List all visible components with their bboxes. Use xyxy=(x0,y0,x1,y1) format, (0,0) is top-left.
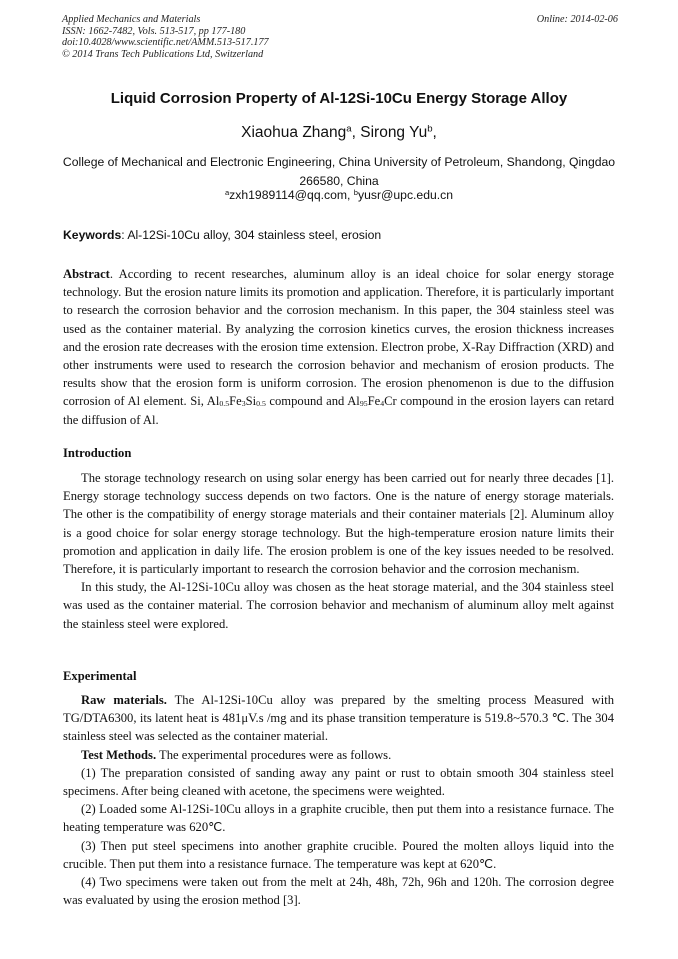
abstract-text: compound and Al xyxy=(265,394,360,409)
procedure-step: (4) Two specimens were taken out from the melt at 24h, 48h, 72h, 96h and 120h. The corrosion degree was evaluated by using the erosion method [3]. xyxy=(63,875,614,908)
keywords xyxy=(63,228,623,242)
keywords-label: Keywords xyxy=(63,228,122,242)
issn-line: ISSN: 1662-7482, Vols. 513-517, pp 177-180 xyxy=(62,25,246,37)
subscript: 0.5 xyxy=(219,399,230,409)
email-address: zxh1989114@qq.com, xyxy=(229,188,354,202)
introduction-heading: Introduction xyxy=(63,446,132,460)
procedure-step: (2) Loaded some Al-12Si-10Cu alloys in a graphite crucible, then put them into a resistance furnace. The heating temperature was 620℃. xyxy=(63,802,614,835)
copyright-line: © 2014 Trans Tech Publications Ltd, Switzerland xyxy=(62,48,264,60)
experimental-section xyxy=(63,691,614,909)
author-separator: , xyxy=(351,124,361,141)
paper-title: Liquid Corrosion Property of Al-12Si-10Cu Energy Storage Alloy xyxy=(110,90,568,107)
subscript: 95 xyxy=(359,399,368,409)
procedure-step: (3) Then put steel specimens into another graphite crucible. Poured the molten alloys liquid into the crucible. Then put them into a resistance furnace. The temperature was kept at 620℃. xyxy=(63,838,614,871)
introduction-section xyxy=(63,469,614,633)
test-methods-text: The experimental procedures were as follows. xyxy=(156,747,392,762)
subscript: 3 xyxy=(241,399,246,409)
test-methods-label: Test Methods. xyxy=(81,747,157,762)
abstract-text: Fe xyxy=(229,394,242,409)
doi-line: doi:10.4028/www.scientific.net/AMM.513-517.177 xyxy=(62,37,269,48)
email-line xyxy=(0,188,678,202)
author-list xyxy=(0,124,678,142)
introduction-paragraph: The storage technology research on using solar energy has been carried out for nearly three decades [1]. Energy storage technology success depends on two factors. One is the nature of energy storage materials. The other is the compatibility of energy storage materials and their container materials [2]. Aluminum alloy is a good choice for solar energy storage technology. But the high-temperature erosion nature limits their promotion and application in daily life. The erosion problem is one of the key issues needed to be resolved. Therefore, it is particularly important to research the corrosion behavior and the corrosion mechanism. xyxy=(63,471,614,577)
raw-materials-label: Raw materials. xyxy=(81,693,167,707)
abstract-text: Fe xyxy=(367,394,381,409)
journal-header xyxy=(62,14,618,60)
online-date: Online: 2014-02-06 xyxy=(536,14,618,25)
raw-materials-paragraph xyxy=(63,691,614,746)
email-address: yusr@upc.edu.cn xyxy=(358,188,454,202)
experimental-heading: Experimental xyxy=(63,669,137,683)
author-trail: , xyxy=(432,124,437,141)
abstract xyxy=(63,265,614,429)
subscript: 0.5 xyxy=(256,399,266,409)
abstract-text: . According to recent researches, aluminum alloy is an ideal choice for solar energy storage technology. But the erosion nature limits its promotion and application. Therefore, it is particularly important to research the corrosion behavior and the corrosion mechanism. In this paper, the 304 stainless steel was used as the container material. By analyzing the corrosion kinetics curves, the erosion thickness increases and the erosion rate decreases with the erosion time extension. Electron probe, X-Ray Diffraction (XRD) and other instruments were used to research the corrosion behavior and mechanism of erosion products. The results show that the erosion form is uniform corrosion. The erosion phenomenon is due to the diffusion corrosion of Al element. Si, Al xyxy=(63,267,614,409)
introduction-paragraph: In this study, the Al-12Si-10Cu alloy was chosen as the heat storage material, and the 304 stainless steel was used as the container material. The corrosion behavior and mechanism of aluminum alloy melt against the stainless steel were explored. xyxy=(63,580,614,631)
email-mark: b xyxy=(353,187,358,197)
abstract-text: Si xyxy=(245,394,257,409)
email-mark: a xyxy=(224,187,230,197)
author-name: Sirong Yu xyxy=(360,124,428,141)
author-affil-mark: b xyxy=(427,123,433,135)
abstract-text: Cr compound in the erosion layers can retard the diffusion of Al. xyxy=(63,394,614,427)
affiliation: College of Mechanical and Electronic Engineering, China University of Petroleum, Shandong, Qingdao 266580, China xyxy=(62,155,616,188)
author-affil-mark: a xyxy=(346,123,352,135)
author-name: Xiaohua Zhang xyxy=(241,124,347,141)
raw-materials-text: The Al-12Si-10Cu alloy was prepared by the smelting process Measured with TG/DTA6300, its latent heat is 481μV.s /mg and its phase transition temperature is 519.8~570.3 ℃. The 304 stainless steel was selected as the container material. xyxy=(63,693,615,744)
procedure-step: (1) The preparation consisted of sanding away any paint or rust to obtain smooth 304 stainless steel specimens. After being cleaned with acetone, the specimens were weighted. xyxy=(63,765,614,799)
test-methods-paragraph xyxy=(63,746,614,764)
abstract-label: Abstract xyxy=(63,267,110,281)
subscript: 4 xyxy=(380,399,385,409)
abstract-paragraph xyxy=(63,265,614,429)
journal-name: Applied Mechanics and Materials xyxy=(62,14,201,25)
keywords-text: : Al-12Si-10Cu alloy, 304 stainless steel, erosion xyxy=(121,228,382,242)
